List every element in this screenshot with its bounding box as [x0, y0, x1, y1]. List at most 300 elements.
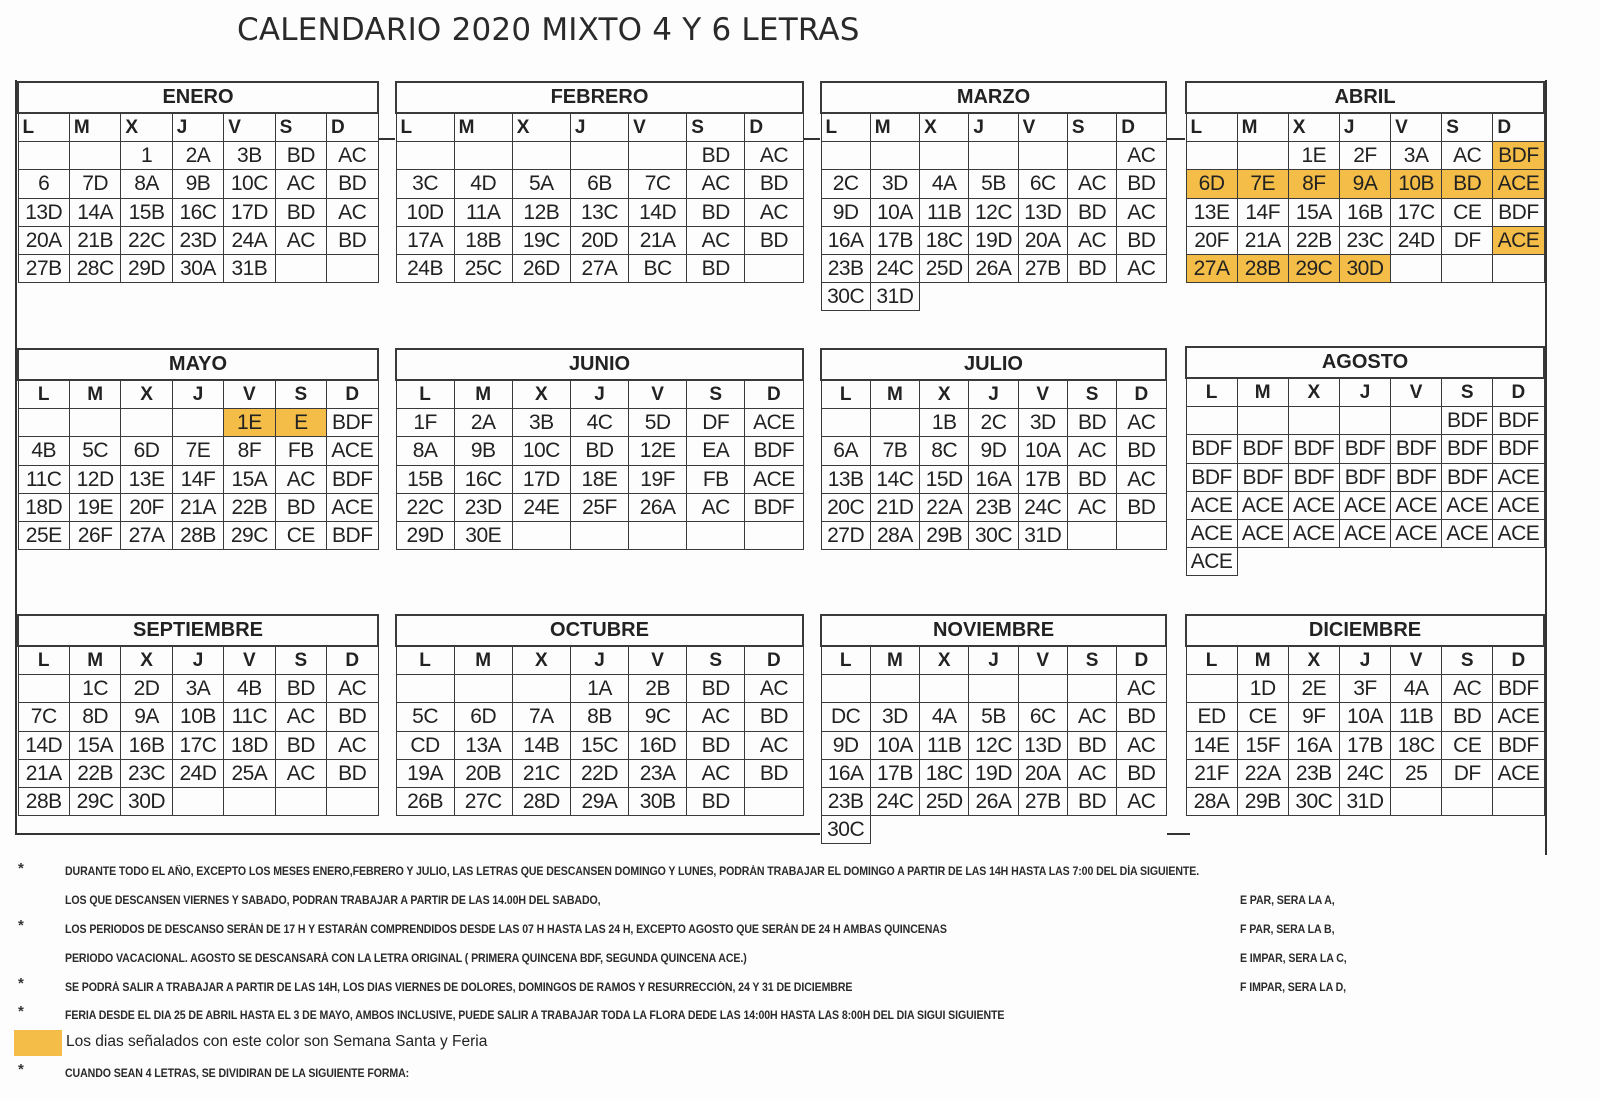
- day-cell: AC: [275, 226, 326, 254]
- day-cell: AC: [1067, 493, 1116, 521]
- day-cell: [121, 409, 172, 437]
- day-cell: 25C: [454, 254, 512, 282]
- day-cell: AC: [1067, 170, 1116, 198]
- page-title: CALENDARIO 2020 MIXTO 4 Y 6 LETRAS: [237, 12, 860, 48]
- week-row: [821, 465, 1166, 493]
- day-cell: BD: [1067, 731, 1116, 759]
- day-cell: 12D: [69, 465, 120, 493]
- day-cell: ACE: [745, 465, 803, 493]
- weekday-header: D: [1493, 378, 1544, 407]
- day-cell: ACE: [1493, 519, 1544, 547]
- weekday-header: J: [1339, 646, 1390, 675]
- day-cell: [821, 142, 870, 170]
- day-cell: 27B: [1018, 254, 1067, 282]
- month-table: [395, 81, 804, 283]
- day-cell: [454, 142, 512, 170]
- month-name: NOVIEMBRE: [821, 615, 1166, 646]
- day-cell: 11A: [454, 198, 512, 226]
- day-cell: 2C: [969, 409, 1018, 437]
- day-cell: 9D: [969, 437, 1018, 465]
- day-cell: 9A: [121, 703, 172, 731]
- day-cell: 13B: [821, 465, 870, 493]
- day-cell: BD: [687, 254, 745, 282]
- week-row: [1186, 463, 1544, 491]
- day-cell: 10C: [224, 170, 275, 198]
- week-row: [821, 675, 1166, 703]
- day-cell: 17C: [172, 731, 223, 759]
- day-cell: 24C: [870, 787, 919, 815]
- day-cell: 28C: [69, 254, 120, 282]
- split-f-par: F PAR, SERA LA B,: [1240, 924, 1335, 936]
- week-row: [396, 759, 803, 787]
- day-cell: 9B: [454, 437, 512, 465]
- day-cell: BDF: [1493, 407, 1544, 435]
- week-row: [396, 254, 803, 282]
- day-cell: AC: [327, 675, 378, 703]
- day-cell: 26A: [969, 254, 1018, 282]
- day-cell: 23B: [821, 254, 870, 282]
- day-cell: 29B: [1237, 787, 1288, 815]
- day-cell: 5C: [69, 437, 120, 465]
- day-cell: 13D: [18, 198, 69, 226]
- day-cell: 24A: [224, 226, 275, 254]
- note-1: DURANTE TODO EL AÑO, EXCEPTO LOS MESES ENERO,FEBRERO Y JULIO, LAS LETRAS QUE DESCANSEN DOMINGO Y LUNES, PODRÁN TRABAJAR EL DOMINGO A PARTIR DE LAS 14H HASTA LAS 7:00 DEL DÍA SIGUIENTE.: [65, 866, 1200, 878]
- day-cell: AC: [745, 142, 803, 170]
- month-diciembre: [1185, 614, 1545, 816]
- weekday-header: X: [1288, 378, 1339, 407]
- day-cell: 23B: [969, 493, 1018, 521]
- weekday-header: S: [275, 380, 326, 409]
- week-row: [1186, 675, 1544, 703]
- day-cell: [1442, 787, 1493, 815]
- week-row: [18, 731, 378, 759]
- month-abril: [1185, 81, 1545, 283]
- week-row: [1186, 254, 1544, 282]
- weekday-header: J: [1339, 378, 1390, 407]
- day-cell: [920, 142, 969, 170]
- weekday-header: J: [969, 113, 1018, 142]
- month-name: JUNIO: [396, 349, 803, 380]
- day-cell: 17D: [512, 465, 570, 493]
- note-star: *: [18, 1061, 24, 1078]
- day-cell: 11C: [18, 465, 69, 493]
- weekday-header: J: [969, 646, 1018, 675]
- day-cell: [18, 675, 69, 703]
- day-cell: BD: [275, 675, 326, 703]
- weekday-header: S: [275, 646, 326, 675]
- weekday-header: X: [920, 113, 969, 142]
- day-cell: DF: [1442, 226, 1493, 254]
- note-3: SE PODRÁ SALIR A TRABAJAR A PARTIR DE LAS 14H, LOS DIAS VIERNES DE DOLORES, DOMINGOS DE RAMOS Y RESURRECCIÓN, 24 Y 31 DE DICIEMBRE: [65, 982, 853, 994]
- day-cell: 3D: [870, 170, 919, 198]
- weekday-header: J: [570, 113, 628, 142]
- day-cell: BDF: [1237, 463, 1288, 491]
- day-cell: 3D: [1018, 409, 1067, 437]
- week-row: [821, 254, 1166, 282]
- day-cell: 13C: [570, 198, 628, 226]
- weekday-header: S: [687, 113, 745, 142]
- day-cell: 11B: [920, 198, 969, 226]
- day-cell: 6C: [1018, 170, 1067, 198]
- day-cell: 29C: [224, 521, 275, 549]
- day-cell: 28B: [18, 787, 69, 815]
- weekday-header: L: [18, 380, 69, 409]
- day-cell: 1F: [396, 409, 454, 437]
- day-cell: [396, 675, 454, 703]
- weekday-header: S: [1067, 380, 1116, 409]
- day-cell: BD: [1117, 759, 1166, 787]
- day-cell: 18C: [1391, 731, 1442, 759]
- day-cell: BDF: [1442, 463, 1493, 491]
- week-row: [18, 675, 378, 703]
- day-cell: 28D: [512, 787, 570, 815]
- day-cell: 12C: [969, 198, 1018, 226]
- day-cell: AC: [1442, 675, 1493, 703]
- day-cell: 1D: [1237, 675, 1288, 703]
- day-cell: [1442, 254, 1493, 282]
- day-cell: BD: [745, 703, 803, 731]
- day-cell: FB: [687, 465, 745, 493]
- empty-space: [969, 283, 1018, 311]
- day-cell: 15C: [570, 731, 628, 759]
- day-cell: AC: [1117, 465, 1166, 493]
- day-cell: BDF: [327, 465, 378, 493]
- day-cell: 8B: [570, 703, 628, 731]
- month-table: [820, 81, 1167, 311]
- week-row: [1186, 226, 1544, 254]
- day-cell: CE: [275, 521, 326, 549]
- day-cell: 16C: [454, 465, 512, 493]
- month-name: AGOSTO: [1186, 347, 1544, 378]
- day-cell: 19E: [69, 493, 120, 521]
- day-cell: 30D: [1339, 254, 1390, 282]
- day-cell: 31D: [870, 283, 919, 311]
- week-row: [821, 409, 1166, 437]
- day-cell: 22A: [920, 493, 969, 521]
- day-cell: 7C: [629, 170, 687, 198]
- day-cell: 17C: [1391, 198, 1442, 226]
- day-cell: [512, 675, 570, 703]
- day-cell: [172, 409, 223, 437]
- day-cell: BD: [275, 142, 326, 170]
- day-cell: [1493, 787, 1544, 815]
- week-row: [18, 759, 378, 787]
- day-cell: AC: [1117, 787, 1166, 815]
- week-row: [821, 437, 1166, 465]
- day-cell: 23C: [1339, 226, 1390, 254]
- day-cell: 23D: [454, 493, 512, 521]
- day-cell: [172, 787, 223, 815]
- day-cell: 24C: [1339, 759, 1390, 787]
- day-cell: BD: [1067, 198, 1116, 226]
- weekday-header: M: [1237, 113, 1288, 142]
- month-septiembre: [17, 614, 379, 816]
- day-cell: 18C: [920, 759, 969, 787]
- day-cell: BD: [1117, 437, 1166, 465]
- day-cell: 20A: [18, 226, 69, 254]
- day-cell: AC: [1117, 254, 1166, 282]
- day-cell: 19F: [629, 465, 687, 493]
- day-cell: 6B: [570, 170, 628, 198]
- day-cell: 3A: [1391, 142, 1442, 170]
- weekday-header: X: [920, 646, 969, 675]
- month-table: [1185, 346, 1545, 576]
- day-cell: ACE: [1391, 519, 1442, 547]
- day-cell: 22B: [69, 759, 120, 787]
- day-cell: 30E: [454, 521, 512, 549]
- day-cell: 26D: [512, 254, 570, 282]
- day-cell: [1018, 675, 1067, 703]
- day-cell: CE: [1237, 703, 1288, 731]
- week-row: [821, 142, 1166, 170]
- week-row: [18, 465, 378, 493]
- day-cell: [629, 142, 687, 170]
- day-cell: 10A: [1339, 703, 1390, 731]
- weekday-header: D: [327, 646, 378, 675]
- day-cell: 3C: [396, 170, 454, 198]
- day-cell: 20F: [1186, 226, 1237, 254]
- week-row: [18, 703, 378, 731]
- month-name: ABRIL: [1186, 82, 1544, 113]
- weekday-header: L: [396, 113, 454, 142]
- note-4: FERIA DESDE EL DIA 25 DE ABRIL HASTA EL 3 DE MAYO, AMBOS INCLUSIVE, PUEDE SALIR A TRABAJAR TODA LA FLORA DEDE LAS 14:00H HASTA LAS 8:00H DEL DIA SIGUI SIGUIENTE: [65, 1010, 1005, 1022]
- day-cell: 16A: [821, 226, 870, 254]
- weekday-header: J: [172, 380, 223, 409]
- day-cell: [1391, 254, 1442, 282]
- day-cell: 26A: [629, 493, 687, 521]
- day-cell: 9F: [1288, 703, 1339, 731]
- day-cell: DF: [1442, 759, 1493, 787]
- day-cell: 4B: [224, 675, 275, 703]
- weekday-header: M: [870, 380, 919, 409]
- day-cell: 13A: [454, 731, 512, 759]
- empty-space: [1117, 816, 1166, 844]
- day-cell: 14A: [69, 198, 120, 226]
- day-cell: 5D: [629, 409, 687, 437]
- month-agosto: [1185, 346, 1545, 576]
- day-cell: ACE: [1237, 491, 1288, 519]
- week-row: [396, 142, 803, 170]
- day-cell: 21F: [1186, 759, 1237, 787]
- day-cell: 9D: [821, 731, 870, 759]
- day-cell: 4C: [570, 409, 628, 437]
- day-cell: BD: [327, 703, 378, 731]
- month-enero: [17, 81, 379, 283]
- month-table: [395, 348, 804, 550]
- day-cell: DC: [821, 703, 870, 731]
- weekday-header: M: [69, 113, 120, 142]
- weekday-header: M: [870, 646, 919, 675]
- week-row: [821, 283, 1166, 311]
- day-cell: 21A: [629, 226, 687, 254]
- weekday-header: D: [745, 646, 803, 675]
- week-row: [18, 493, 378, 521]
- day-cell: 2D: [121, 675, 172, 703]
- day-cell: [275, 787, 326, 815]
- day-cell: 9D: [821, 198, 870, 226]
- day-cell: BD: [1067, 254, 1116, 282]
- day-cell: ACE: [1339, 491, 1390, 519]
- day-cell: FB: [275, 437, 326, 465]
- month-table: [17, 81, 379, 283]
- month-table: [1185, 81, 1545, 283]
- empty-space: [1018, 816, 1067, 844]
- day-cell: 6D: [454, 703, 512, 731]
- day-cell: 19D: [969, 759, 1018, 787]
- day-cell: AC: [687, 703, 745, 731]
- day-cell: 5A: [512, 170, 570, 198]
- note-star: *: [18, 975, 24, 992]
- day-cell: ACE: [745, 409, 803, 437]
- day-cell: 30C: [821, 816, 870, 844]
- day-cell: BDF: [745, 437, 803, 465]
- day-cell: 30C: [821, 283, 870, 311]
- day-cell: [1391, 787, 1442, 815]
- weekday-header: L: [821, 646, 870, 675]
- day-cell: 27A: [1186, 254, 1237, 282]
- empty-space: [920, 816, 969, 844]
- weekday-header: D: [1493, 113, 1544, 142]
- day-cell: 3F: [1339, 675, 1390, 703]
- day-cell: 28B: [1237, 254, 1288, 282]
- day-cell: AC: [687, 493, 745, 521]
- week-row: [821, 787, 1166, 815]
- weekday-header: S: [275, 113, 326, 142]
- day-cell: 17B: [1018, 465, 1067, 493]
- day-cell: 25F: [570, 493, 628, 521]
- day-cell: 27D: [821, 521, 870, 549]
- day-cell: ACE: [1493, 226, 1544, 254]
- day-cell: 9C: [629, 703, 687, 731]
- weekday-header: J: [969, 380, 1018, 409]
- day-cell: 28A: [1186, 787, 1237, 815]
- day-cell: AC: [275, 703, 326, 731]
- weekday-header: M: [454, 380, 512, 409]
- weekday-header: S: [1442, 113, 1493, 142]
- day-cell: CE: [1442, 198, 1493, 226]
- day-cell: 30C: [1288, 787, 1339, 815]
- day-cell: BD: [1067, 409, 1116, 437]
- day-cell: 6A: [821, 437, 870, 465]
- week-row: [396, 437, 803, 465]
- day-cell: [1237, 142, 1288, 170]
- week-row: [396, 465, 803, 493]
- weekday-header: X: [512, 113, 570, 142]
- day-cell: 13D: [1018, 198, 1067, 226]
- day-cell: 3A: [172, 675, 223, 703]
- empty-space: [870, 816, 919, 844]
- day-cell: 7B: [870, 437, 919, 465]
- day-cell: 15A: [224, 465, 275, 493]
- day-cell: ACE: [1288, 491, 1339, 519]
- month-table: [17, 614, 379, 816]
- month-name: MARZO: [821, 82, 1166, 113]
- weekday-header: J: [172, 646, 223, 675]
- day-cell: ACE: [1442, 491, 1493, 519]
- empty-space: [1067, 283, 1116, 311]
- day-cell: [396, 142, 454, 170]
- day-cell: 24C: [870, 254, 919, 282]
- day-cell: 7E: [172, 437, 223, 465]
- day-cell: 3B: [512, 409, 570, 437]
- empty-space: [1339, 548, 1390, 576]
- day-cell: BD: [687, 731, 745, 759]
- day-cell: ACE: [1186, 519, 1237, 547]
- day-cell: 5B: [969, 703, 1018, 731]
- day-cell: 13E: [121, 465, 172, 493]
- day-cell: [1018, 142, 1067, 170]
- day-cell: 1B: [920, 409, 969, 437]
- day-cell: 12B: [512, 198, 570, 226]
- weekday-header: X: [512, 646, 570, 675]
- week-row: [396, 409, 803, 437]
- split-e-par: E PAR, SERA LA A,: [1240, 895, 1335, 907]
- day-cell: 16C: [172, 198, 223, 226]
- day-cell: [1067, 142, 1116, 170]
- weekday-header: X: [121, 113, 172, 142]
- weekday-header: L: [821, 380, 870, 409]
- day-cell: 23B: [1288, 759, 1339, 787]
- day-cell: 22B: [1288, 226, 1339, 254]
- day-cell: 2E: [1288, 675, 1339, 703]
- week-row: [821, 816, 1166, 844]
- weekday-header: J: [1339, 113, 1390, 142]
- day-cell: [1067, 675, 1116, 703]
- week-row: [1186, 198, 1544, 226]
- day-cell: 8A: [121, 170, 172, 198]
- day-cell: BD: [275, 731, 326, 759]
- day-cell: 15F: [1237, 731, 1288, 759]
- day-cell: AC: [745, 675, 803, 703]
- month-name: DICIEMBRE: [1186, 615, 1544, 646]
- day-cell: AC: [275, 759, 326, 787]
- day-cell: BDF: [327, 521, 378, 549]
- week-row: [396, 675, 803, 703]
- day-cell: BDF: [1493, 731, 1544, 759]
- legend-color-swatch: [14, 1030, 62, 1056]
- day-cell: 22A: [1237, 759, 1288, 787]
- day-cell: 29C: [69, 787, 120, 815]
- month-name: SEPTIEMBRE: [18, 615, 378, 646]
- day-cell: 16D: [629, 731, 687, 759]
- day-cell: 13E: [1186, 198, 1237, 226]
- day-cell: 4D: [454, 170, 512, 198]
- day-cell: 9A: [1339, 170, 1390, 198]
- day-cell: BD: [1442, 170, 1493, 198]
- day-cell: AC: [1117, 198, 1166, 226]
- day-cell: [1493, 254, 1544, 282]
- day-cell: ACE: [1186, 548, 1237, 576]
- note-2b: PERIODO VACACIONAL. AGOSTO SE DESCANSARÁ CON LA LETRA ORIGINAL ( PRIMERA QUINCENA BDF, SEGUNDA QUINCENA ACE.): [65, 953, 747, 965]
- day-cell: BD: [570, 437, 628, 465]
- day-cell: BDF: [1493, 675, 1544, 703]
- day-cell: CD: [396, 731, 454, 759]
- day-cell: 10D: [396, 198, 454, 226]
- day-cell: 20B: [454, 759, 512, 787]
- day-cell: 15B: [396, 465, 454, 493]
- day-cell: 22B: [224, 493, 275, 521]
- day-cell: ED: [1186, 703, 1237, 731]
- day-cell: 16A: [821, 759, 870, 787]
- day-cell: ACE: [327, 437, 378, 465]
- weekday-header: L: [396, 646, 454, 675]
- day-cell: 31D: [1018, 521, 1067, 549]
- day-cell: 18D: [224, 731, 275, 759]
- weekday-header: V: [224, 380, 275, 409]
- weekday-header: S: [1442, 378, 1493, 407]
- day-cell: 30B: [629, 787, 687, 815]
- day-cell: 24D: [172, 759, 223, 787]
